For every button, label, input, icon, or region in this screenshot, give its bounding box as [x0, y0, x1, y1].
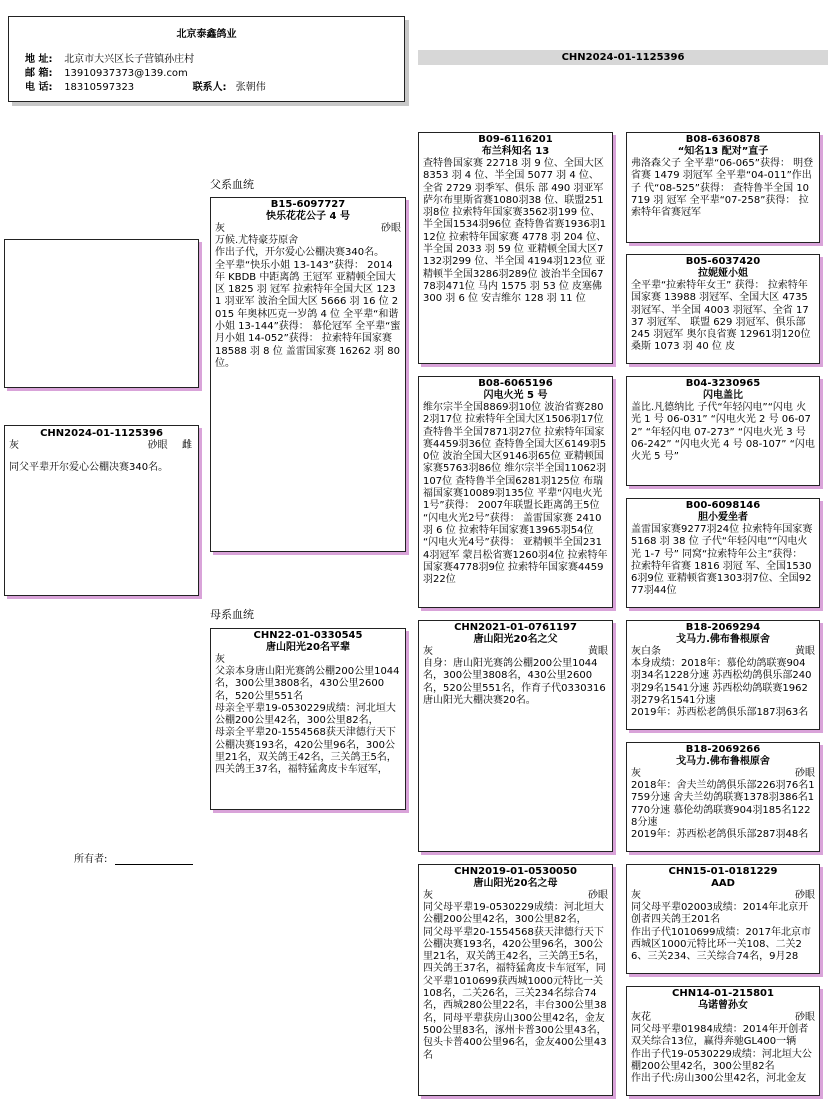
ggp-mmf-name: AAD: [711, 878, 735, 889]
maternal-grandmother-description: 同父母平辈19-0530229成绩：河北垣大公棚200公里42名，300公里82名， 同父母平辈20-1554568获天津德行天下公棚决赛193名，420公里96名，300公里21名，双关鸽王42名，三关鸽王5名，四关鸽王37名，福特猛禽皮卡车冠军，同父平辈1010699获西城1000元特比一关108名，二关26名，三关234名综合74名，西城280公里22名，丰台300公里38名，同母平辈获房山300公里42名，金友500公里83名，涿州卡普300公里43名，包头卡普400公里96名，金友400公里43名: [423, 902, 607, 1061]
paternal-grandmother-ring: B08-6065196: [478, 378, 553, 389]
contact-value: 张朝伟: [235, 82, 266, 93]
subject-sex: 雌: [182, 440, 192, 451]
mother-ring: CHN22-01-0330545: [253, 630, 363, 641]
ggp-mmf-ring: CHN15-01-0181229: [668, 866, 778, 877]
ggp-mff-color: 灰白条: [631, 646, 661, 657]
mother-line-label: 母系血统: [210, 608, 254, 621]
phone-label: 电 话:: [25, 82, 53, 93]
ggp-mff-ring: B18-2069294: [685, 622, 761, 633]
maternal-grandmother-eye: 砂眼: [588, 890, 608, 901]
ggp-mfm-card: [626, 742, 820, 852]
maternal-grandmother-card: [418, 864, 613, 1096]
paternal-grandfather-ring: B09-6116201: [478, 134, 553, 145]
subject-description: 同父平辈开尔爱心公棚决赛340名。: [9, 462, 169, 473]
ggp-mmm-eye: 砂眼: [795, 1012, 815, 1023]
loft-header-box: [8, 16, 405, 102]
ggp-fff-card: [626, 132, 820, 243]
maternal-grandfather-ring: CHN2021-01-0761197: [454, 622, 577, 633]
ggp-fmm-ring: B00-6098146: [685, 500, 761, 511]
paternal-grandmother-card: [418, 376, 613, 608]
ggp-fff-description: 弗洛森父子 全平辈“06-065”获得： 明登省赛 1479 羽冠军 全平辈“04-011”作出子 代“08-525”获得： 查特鲁半全国 10719 羽 冠军 全平辈“07-258”获得： 拉索特年省赛冠军: [631, 158, 814, 219]
ggp-mmf-description: 同父母平辈02003成绩：2014年北京开创者四关鸽王201名 作出子代1010699成绩：2017年北京市西城区1000元特比环一关108、二关26、三关234、三关综合74名，9月28: [631, 902, 811, 963]
ggp-fmf-ring: B04-3230965: [685, 378, 761, 389]
ggp-mmm-name: 乌诺曾孙女: [698, 1000, 748, 1011]
ggp-mmf-color: 灰: [631, 890, 641, 901]
mother-card: [210, 628, 406, 810]
father-line-label: 父系血统: [210, 178, 254, 191]
ggp-mmm-card: [626, 986, 820, 1096]
ggp-ffm-card: [626, 254, 820, 364]
subject-color: 灰: [9, 440, 19, 451]
maternal-grandmother-name: 唐山阳光20名之母: [473, 878, 558, 889]
paternal-grandfather-card: [418, 132, 613, 364]
loft-name: 北京泰鑫鸽业: [176, 29, 237, 40]
mother-color: 灰: [215, 654, 225, 665]
ggp-fmf-name: 闪电盖比: [703, 390, 743, 401]
email-label: 邮 箱:: [25, 68, 53, 79]
father-name: 快乐花花公子 4 号: [266, 211, 350, 222]
ggp-mff-description: 本身成绩：2018年：慕伦幼鸽联赛904羽34名1228分速 苏西松幼鸽俱乐部240羽29名1541分速 苏西松幼鸽联赛1962羽279名1541分速 2019年：苏西松老鸽俱乐部187羽63名: [631, 658, 812, 719]
ggp-mff-name: 戈马力.佛布鲁根原舍: [676, 634, 770, 645]
paternal-grandfather-name: 布兰科知名 13: [481, 146, 550, 157]
ggp-ffm-description: 全平辈“拉索特年女王” 获得： 拉索特年国家赛 13988 羽冠军、全国大区 4735 羽冠军、半全国 4003 羽冠军、全省 1737 羽冠军、 联盟 629 羽冠军、俱乐部 245 羽冠军 奥尔良省赛 12961羽120位 桑斯 1073 羽 40 位 皮: [631, 280, 814, 353]
ggp-fmm-description: 盖雷国家赛9277羽24位 拉索特年国家赛 5168 羽 38 位 子代“年轻闪电”“闪电火光 1-7 号” 同窝“拉索特年公主”获得： 拉索特年省赛 1816 羽冠 军、全国15306羽9位 亚精顿省赛1303羽7位、全国9277羽44位: [631, 524, 816, 597]
ggp-fff-ring: B08-6360878: [685, 134, 761, 145]
ggp-ffm-name: 拉妮娅小姐: [698, 268, 748, 279]
ggp-mmm-color: 灰花: [631, 1012, 651, 1023]
maternal-grandmother-ring: CHN2019-01-0530050: [454, 866, 577, 877]
phone-value: 18310597323: [64, 82, 135, 93]
address-value: 北京市大兴区长子营镇孙庄村: [64, 54, 195, 65]
maternal-grandmother-color: 灰: [423, 890, 433, 901]
father-color: 灰: [215, 223, 225, 234]
maternal-grandfather-description: 自身：唐山阳光赛鸽公棚200公里1044名，300公里3808名，430公里2600名，520公里551名，作育子代0330316唐山阳光大棚决赛20名。: [423, 658, 606, 706]
ggp-fmm-card: [626, 498, 820, 608]
father-ring: B15-6097727: [270, 199, 346, 210]
email-value[interactable]: 13910937373@139.com: [64, 68, 188, 79]
ggp-mmm-ring: CHN14-01-215801: [672, 988, 774, 999]
ggp-ffm-ring: B05-6037420: [685, 256, 761, 267]
ggp-mfm-color: 灰: [631, 768, 641, 779]
ggp-fmf-description: 盖比.凡德纳比 子代“年轻闪电”“闪电 火光 1 号 06-031” “闪电火光 2 号 06-072” “年轻闪电 07-273” “闪电火光 3 号 06-242” “闪电火光 4 号 08-107” “闪电火光 5 号”: [631, 402, 815, 463]
contact-label: 联系人:: [192, 82, 227, 93]
mother-description: 父亲本身唐山阳光赛鸽公棚200公里1044名，300公里3808名，430公里2600名，520公里551名 母亲全平辈19-0530229成绩：河北垣大公棚200公里42名，300公里82名， 母亲全平辈20-1554568获天津德行天下公棚决赛193名，420公里96名，300公里21名，双关鸽王42名，三关鸽王5名，四关鸽王37名，福特猛禽皮卡车冠军，: [215, 666, 400, 776]
father-card: [210, 197, 406, 552]
pedigree-banner: CHN2024-01-1125396: [418, 50, 828, 65]
photo-frame: [4, 239, 199, 388]
subject-ring: CHN2024-01-1125396: [40, 428, 163, 439]
ggp-mfm-description: 2018年：舍夫兰幼鸽俱乐部226羽76名1759分速 舍夫兰幼鸽联赛1378羽386名1770分速 慕伦幼鸽联赛904羽185名1228分速 2019年：苏西松老鸽俱乐部287羽48名: [631, 780, 815, 841]
paternal-grandfather-description: 查特鲁国家赛 22718 羽 9 位、全国大区 8353 羽 4 位、半全国 5077 羽 4 位、 全省 2729 羽季军、俱乐 部 490 羽亚军 萨尔布里斯省赛1080羽38 位、联盟251羽8位 拉索特年国家赛3562羽199 位、半全国1534羽96位 查特鲁省赛1936羽112位 拉索特年国家赛 4778 羽 204 位、半全国 2033 羽 59 位 亚精顿全国大区7132羽299 位、半全国 4194羽123位 亚精顿半全国3286羽289位 波治半全国6778羽471位 马内 1575 羽 53 位 皮塞佛 300 羽 6 位 安吉维尔 128 羽 11 位: [423, 158, 608, 305]
maternal-grandfather-card: [418, 620, 613, 852]
owner-signature-line: [115, 864, 193, 865]
father-description: 万候.尤特豪芬原舍 作出子代，开尔爱心公棚决赛340名。 全平辈“快乐小姐 13-143”获得： 2014 年 KBDB 中距离鸽 王冠军 亚精顿全国大区 1825 羽 冠军 拉索特年全国大区 1231 羽亚军 波治全国大区 5666 羽 16 位 2015 年奥林匹克一岁鸽 4 位 全平辈“和谐小姐 13-144”获得： 慕伦冠军 全平辈“蜜月小姐 14-052”获得： 拉索特年国家赛 18588 羽 8 位 盖雷国家赛 16262 羽 80 位。: [215, 235, 401, 369]
paternal-grandmother-description: 维尔宗半全国8869羽10位 波治省赛2802羽17位 拉索特年全国大区1506羽17位 查特鲁半全国7871羽27位 拉索特年国家赛4459羽36位 查特鲁全国大区6149羽50位 波治全国大区9146羽65位 亚精顿国家赛5763羽86位 维尔宗半全国11062羽107位 查特鲁半全国6281羽125位 布瑞福国家赛10089羽135位 平辈“闪电火光1号”获得： 2007年联盟长距离鸽王5位 “闪电火光2号”获得： 盖雷国家赛 2410 羽 6 位 拉索特年国家赛13965羽54位 “闪电火光4号”获得： 亚精顿半全国2314羽冠军 蒙吕松省赛1260羽4位 拉索特年国家赛4778羽9位 拉索特年国家赛4459羽22位: [423, 402, 608, 586]
maternal-grandfather-color: 灰: [423, 646, 433, 657]
maternal-grandfather-eye: 黄眼: [588, 646, 608, 657]
ggp-mmf-card: [626, 864, 820, 974]
ggp-fmm-name: 胆小爱坐者: [698, 512, 748, 523]
ggp-mff-card: [626, 620, 820, 730]
ggp-fmf-card: [626, 376, 820, 486]
ggp-mmf-eye: 砂眼: [795, 890, 815, 901]
ggp-mmm-description: 同父母平辈01984成绩：2014年开创者双关综合13位，赢得奔驰GL400一辆 作出子代19-0530229成绩：河北垣大公棚200公里42名，300公里82名 作出子代:房山300公里42名，河北金友: [631, 1024, 812, 1085]
subject-card: [4, 425, 199, 596]
ggp-mfm-name: 戈马力.佛布鲁根原舍: [676, 756, 770, 767]
ggp-mfm-ring: B18-2069266: [685, 744, 761, 755]
ggp-fff-name: “知名13 配对”直子: [677, 146, 769, 157]
address-label: 地 址:: [25, 54, 53, 65]
owner-label: 所有者:: [74, 854, 108, 865]
subject-eye: 砂眼: [147, 440, 168, 451]
maternal-grandfather-name: 唐山阳光20名之父: [473, 634, 558, 645]
paternal-grandmother-name: 闪电火光 5 号: [483, 390, 548, 401]
ggp-mfm-eye: 砂眼: [795, 768, 815, 779]
mother-name: 唐山阳光20名平辈: [266, 642, 350, 653]
ggp-mff-eye: 黄眼: [795, 646, 815, 657]
father-eye: 砂眼: [381, 223, 401, 234]
